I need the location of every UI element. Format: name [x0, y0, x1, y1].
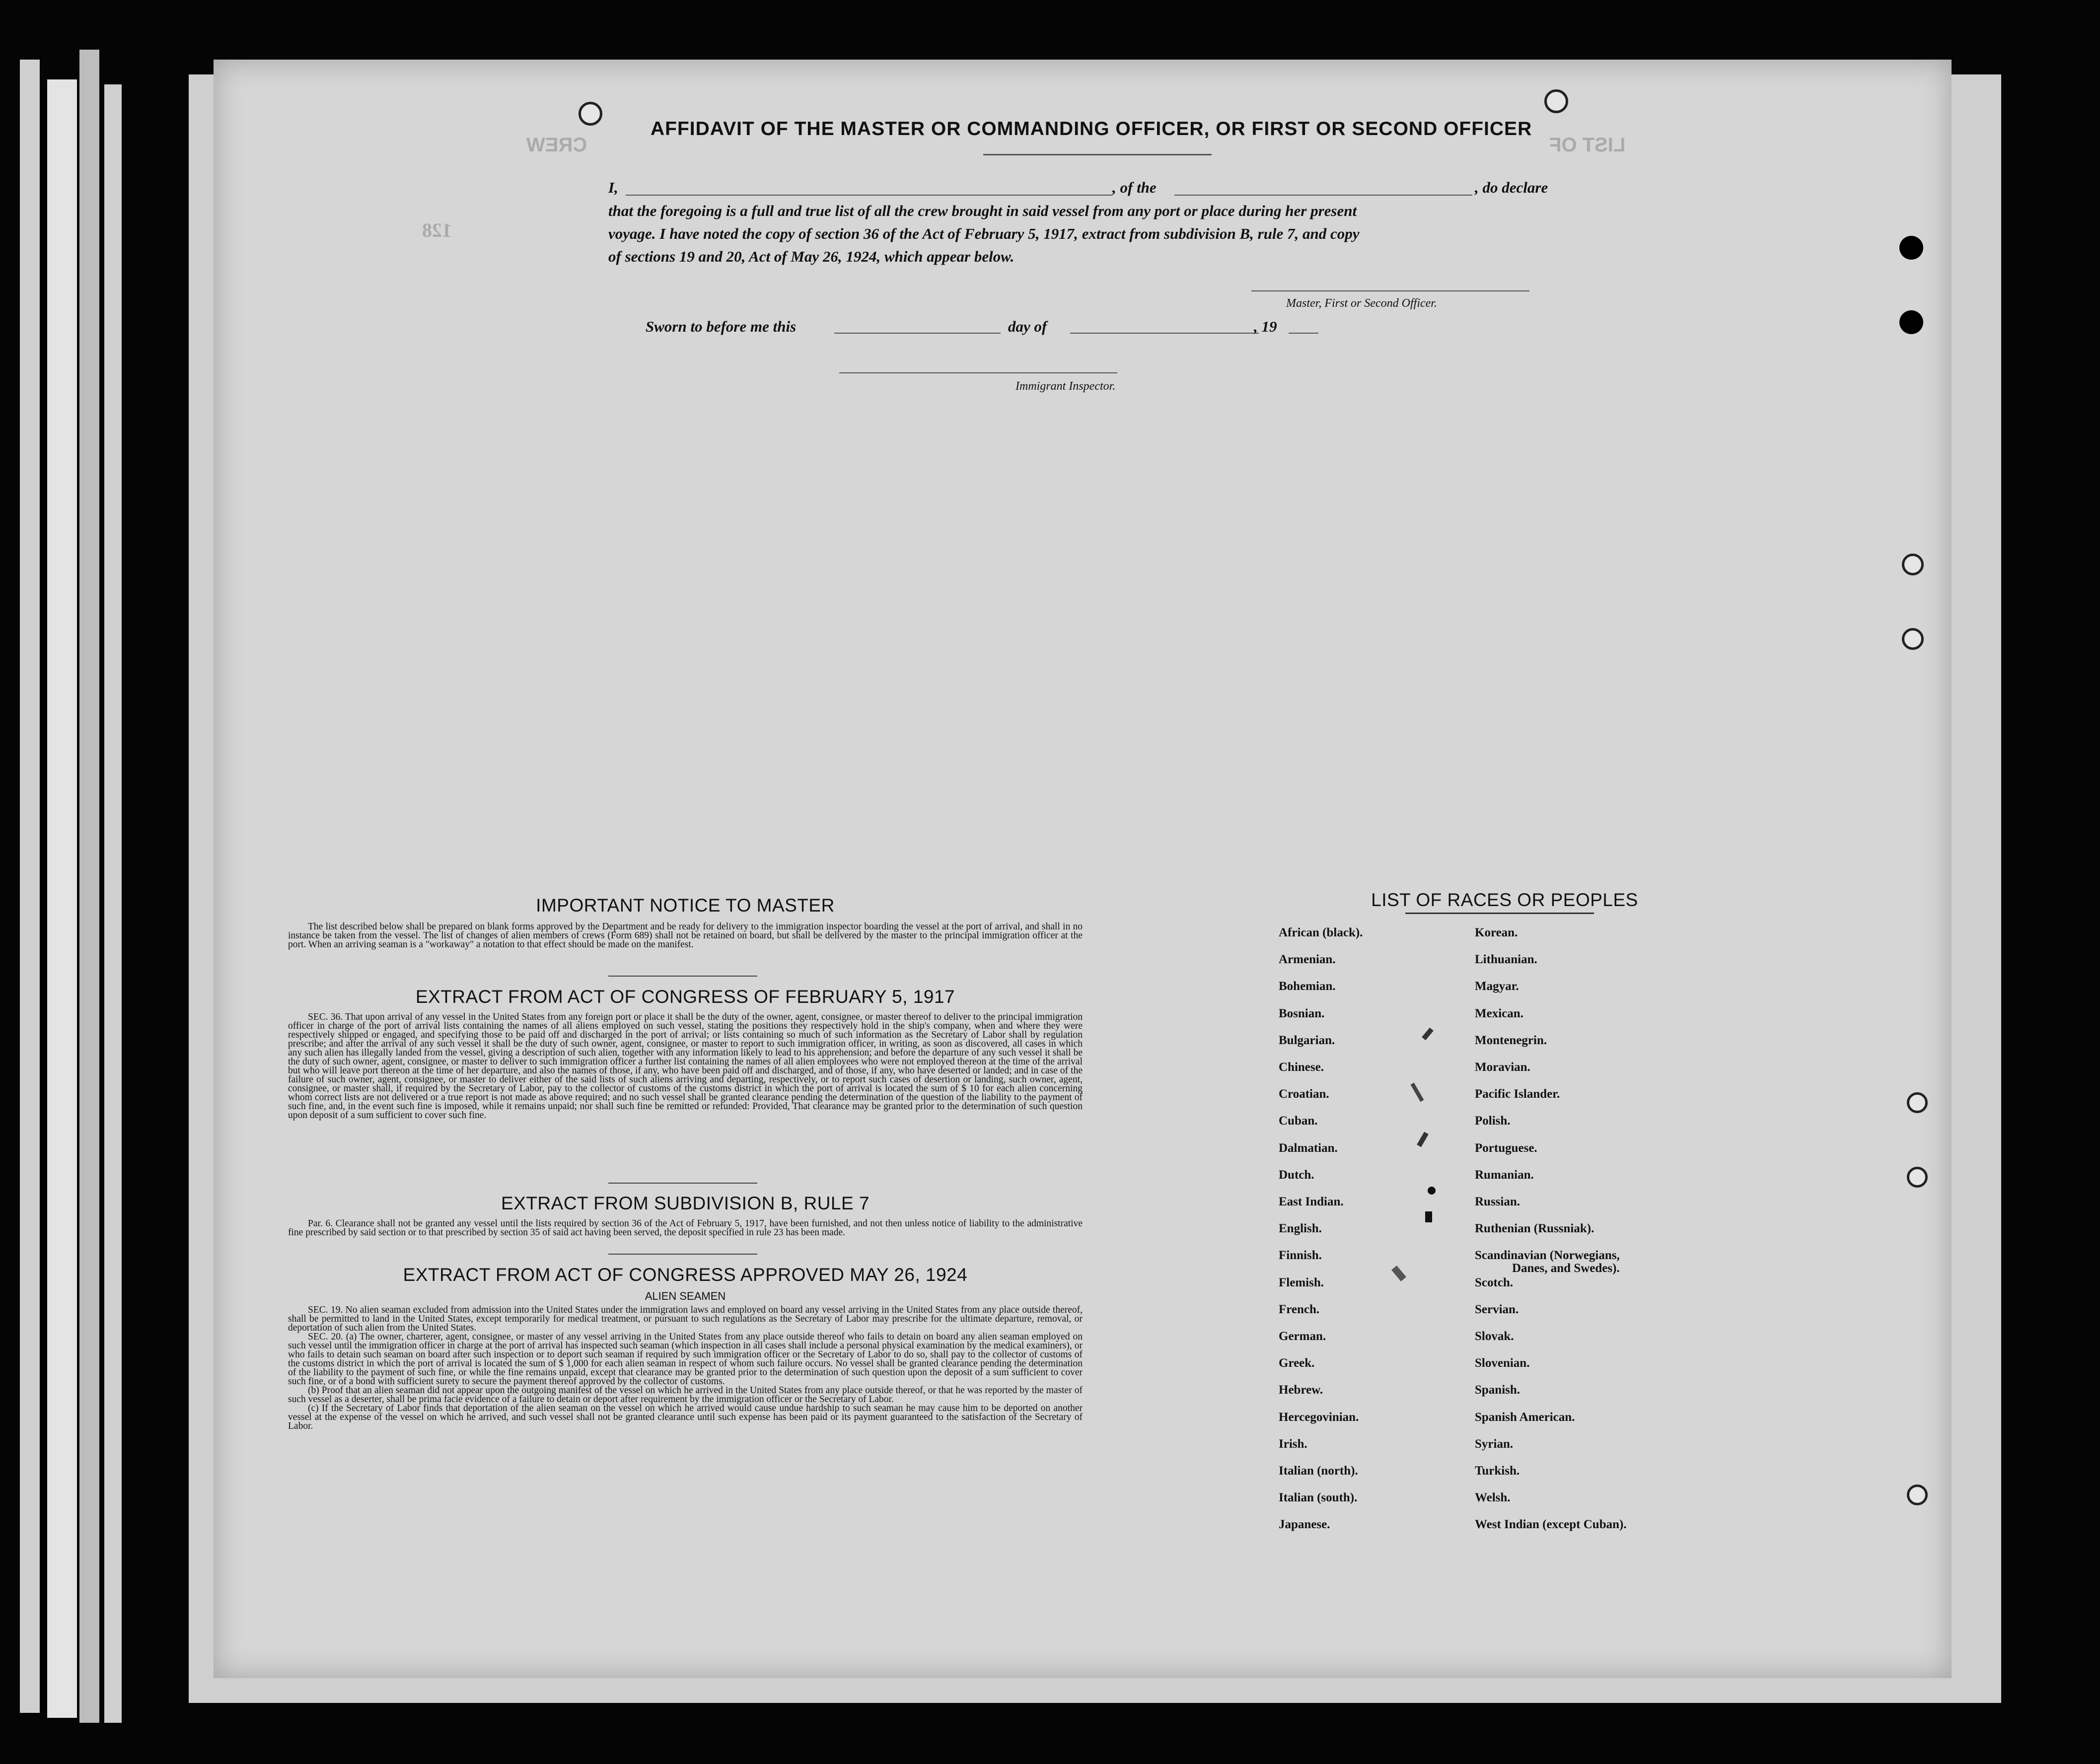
race-item: French. — [1279, 1302, 1320, 1316]
extract-1924-title: EXTRACT FROM ACT OF CONGRESS APPROVED MAY 26, 1924 — [403, 1265, 968, 1285]
race-item: Bohemian. — [1279, 980, 1336, 993]
master-signature-label: Master, First or Second Officer. — [1286, 297, 1437, 310]
race-item: African (black). — [1279, 926, 1363, 939]
race-item: Scotch. — [1475, 1275, 1514, 1289]
race-item: Hebrew. — [1279, 1383, 1323, 1397]
binder-strip — [104, 84, 122, 1723]
race-item: English. — [1279, 1222, 1322, 1236]
punch-hole — [1907, 1167, 1928, 1188]
name-blank-line — [626, 195, 1112, 196]
race-item: Servian. — [1475, 1302, 1519, 1316]
sworn-label: Sworn to before me this — [646, 318, 797, 335]
race-item: East Indian. — [1279, 1195, 1344, 1208]
race-item: Finnish. — [1279, 1249, 1322, 1263]
race-item: Spanish. — [1475, 1383, 1521, 1397]
race-item: Hercegovinian. — [1279, 1410, 1359, 1424]
race-item: Welsh. — [1475, 1491, 1511, 1505]
race-item: Portuguese. — [1475, 1141, 1537, 1155]
race-item: Dalmatian. — [1279, 1141, 1338, 1155]
race-item: Danes, and Swedes). — [1512, 1262, 1620, 1275]
notice-title: IMPORTANT NOTICE TO MASTER — [536, 895, 835, 916]
ink-smudge — [1422, 1028, 1434, 1041]
notice-text: The list described below shall be prepared on blank forms approved by the Department and be ready for delivery to the immigration inspector boarding the vessel at the port of arrival, and shall in no instance be taken from the vessel. The list of changes of alien members of crews (Form 689) shall not be retained on board, but shall be delivered by the master to the principal immigration officer at the port. When an arriving seaman is a "workaway" a notation to that effect should be made on the manifest. — [288, 921, 1083, 950]
race-item: Polish. — [1475, 1114, 1511, 1128]
punch-hole — [1907, 1092, 1928, 1113]
race-item: Spanish American. — [1475, 1410, 1575, 1424]
race-item: Irish. — [1279, 1437, 1307, 1451]
ink-smudge — [1425, 1211, 1432, 1222]
divider — [608, 1183, 757, 1184]
binder-strip — [20, 60, 40, 1713]
race-item: West Indian (except Cuban). — [1475, 1518, 1627, 1532]
race-item: Turkish. — [1475, 1464, 1520, 1478]
subdivision-b-text: Par. 6. Clearance shall not be granted any vessel until the lists required by section 36 of the Act of February 5, 1917, have been furnished, and not then unless notice of liability to the administrative fine prescribed by said section or to that prescribed by section 35 of said act having been served, the deposit specified in rule 23 has been made. — [288, 1218, 1083, 1238]
races-title-underline — [1405, 913, 1594, 914]
race-item: Russian. — [1475, 1195, 1521, 1208]
punch-hole — [1899, 310, 1923, 334]
race-item: Cuban. — [1279, 1114, 1318, 1128]
document-page — [214, 60, 1952, 1678]
divider — [608, 1254, 757, 1255]
race-item: Chinese. — [1279, 1060, 1324, 1074]
bleed-through-crew: CREW — [526, 134, 587, 156]
race-item: Slovenian. — [1475, 1356, 1530, 1370]
extract-1924-subtitle: ALIEN SEAMEN — [645, 1290, 726, 1302]
extract-1917-title: EXTRACT FROM ACT OF CONGRESS OF FEBRUARY 5, 1917 — [415, 987, 955, 1007]
race-item: Magyar. — [1475, 980, 1519, 993]
race-item: Moravian. — [1475, 1060, 1530, 1074]
day-blank-line — [834, 333, 1001, 334]
month-blank-line — [1070, 333, 1259, 334]
master-signature-line — [1251, 290, 1529, 291]
punch-hole — [1907, 1484, 1928, 1505]
affidavit-do-declare: , do declare — [1475, 179, 1548, 196]
punch-hole — [1544, 89, 1568, 113]
year-blank-line — [1289, 333, 1318, 334]
race-item: Bosnian. — [1279, 1006, 1325, 1020]
day-of-label: day of — [1008, 318, 1047, 335]
race-item: Syrian. — [1475, 1437, 1514, 1451]
affidavit-line3: voyage. I have noted the copy of section 36 of the Act of February 5, 1917, extract from subdivision B, rule 7, and copy — [608, 225, 1360, 242]
race-item: Bulgarian. — [1279, 1033, 1335, 1047]
race-item: Croatian. — [1279, 1087, 1329, 1101]
race-item: Rumanian. — [1475, 1168, 1534, 1182]
punch-hole — [1899, 236, 1923, 260]
races-title: LIST OF RACES OR PEOPLES — [1371, 890, 1638, 910]
race-item: Greek. — [1279, 1356, 1315, 1370]
ink-smudge — [1411, 1083, 1424, 1102]
extract-1924-text: SEC. 19. No alien seaman excluded from admission into the United States under the immigration laws and employed on board any vessel arriving in the United States from any place outside thereof, shall be permitted to land in the United States, except temporarily for medical treatment, or pursuant to such regulations as the Secretary of Labor may prescribe for the ultimate departure, removal, or deportation of such alien from the United States. SEC. 20. (a) The owner, charterer, agent, consignee, or master of any vessel arriving in the United States from any place outside thereof who fails to detain on board any alien seaman employed on such vessel until the immigration officer in charge at the port of arrival has inspected such seaman (which inspection in all cases shall include a personal physical examination by the medical examiners), or who fails to detain such seaman on board after such inspection or to deport such seaman if required by such immigration officer or the Secretary of Labor to do so, shall pay to the collector of customs of the customs district in which the port of arrival is located the sum of $ 1,000 for each alien seaman in respect of whom such failure occurs. No vessel shall be granted clearance pending the determination of the liability to the payment of such fine, or while the fine remains unpaid, except that clearance may be granted prior to the determination of such question upon the deposit of a sum sufficient to cover such fine, or of a bond with sufficient surety to secure the payment thereof approved by the collector of customs. (b) Proof that an alien seaman did not appear upon the outgoing manifest of the vessel on which he arrived in the United States from any place outside thereof, or that he was reported by the master of such vessel as a deserter, shall be prima facie evidence of a failure to detain or deport after requirement by the immigration officer or the Secretary of Labor. (c) If the Secretary of Labor finds that deportation of the alien seaman on the vessel on which he arrived would cause undue hardship to such seaman he may cause him to be deported on another vessel at the expense of the vessel on which he arrived, and such vessel shall not be granted clearance until such expense has been paid or its payment guaranteed to the satisfaction of the Secretary of Labor. — [288, 1305, 1083, 1431]
title-underline — [983, 154, 1212, 155]
ink-smudge — [1391, 1266, 1406, 1281]
affidavit-title: AFFIDAVIT OF THE MASTER OR COMMANDING OFFICER, OR FIRST OR SECOND OFFICER — [651, 118, 1532, 140]
race-item: Scandinavian (Norwegians, — [1475, 1249, 1620, 1263]
ink-smudge — [1417, 1132, 1429, 1147]
race-item: Slovak. — [1475, 1330, 1514, 1343]
race-item: Pacific Islander. — [1475, 1087, 1560, 1101]
extract-1917-text: SEC. 36. That upon arrival of any vessel in the United States from any foreign port or place it shall be the duty of the owner, agent, consignee, or master thereof to deliver to the principal immigration officer in charge of the port of arrival lists containing the names of all aliens employed on such vessel, stating the positions they respectively hold in the ship's company, when and where they were respectively shipped or engaged, and specifying those to be paid off and discharged in the port of arrival; or lists containing so much of such information as the Secretary of Labor shall by regulation prescribe; and after the arrival of any such vessel it shall be the duty of such owner, agent, consignee, or master to report to such immigration officer, in writing, as soon as discovered, all cases in which any such alien has illegally landed from the vessel, giving a description of such alien, together with any information likely to lead to his apprehension; and before the departure of any such vessel it shall be the duty of such owner, agent, consignee, or master to deliver to such immigration officer a further list containing the names of all alien employees who were not employed thereon at the time of the arrival but who will leave port thereon at the time of her departure, and also the names of those, if any, who have been paid off and discharged, and of those, if any, who have deserted or landed; and in case of the failure of such owner, agent, consignee, or master to deliver either of the said lists of such aliens arriving and departing, respectively, or to report such cases of desertion or landing, such owner, agent, consignee, or master shall, if required by the Secretary of Labor, pay to the collector of customs of the customs district in which the port of arrival is located the sum of $ 10 for each alien concerning whom correct lists are not delivered or a true report is not made as above required; and no such vessel shall be granted clearance pending the determination of the question of the liability to the payment of such fine, and, in the event such fine is imposed, while it remains unpaid; nor shall such fine be remitted or refunded: Provided, That clearance may be granted prior to the determination of such question upon deposit of a sum sufficient to cover such fine. — [288, 1012, 1083, 1121]
binder-strip — [47, 79, 77, 1718]
inspector-signature-label: Immigrant Inspector. — [1015, 380, 1116, 393]
punch-hole — [1902, 554, 1924, 575]
affidavit-of-the: , of the — [1112, 179, 1157, 196]
punch-hole — [579, 102, 602, 126]
ink-smudge — [1428, 1187, 1436, 1195]
race-item: Armenian. — [1279, 953, 1336, 967]
divider — [608, 976, 757, 977]
race-item: Dutch. — [1279, 1168, 1314, 1182]
race-item: Korean. — [1475, 926, 1518, 939]
punch-hole — [1902, 628, 1924, 650]
affidavit-line4: of sections 19 and 20, Act of May 26, 1924, which appear below. — [608, 248, 1014, 265]
race-item: Flemish. — [1279, 1275, 1324, 1289]
race-item: Italian (south). — [1279, 1491, 1358, 1505]
affidavit-line2: that the foregoing is a full and true list of all the crew brought in said vessel from any port or place during her present — [608, 202, 1357, 219]
race-item: Ruthenian (Russniak). — [1475, 1222, 1594, 1236]
race-item: Japanese. — [1279, 1518, 1330, 1532]
binder-strip — [79, 50, 99, 1723]
inspector-signature-line — [839, 372, 1117, 373]
vessel-blank-line — [1174, 195, 1472, 196]
race-item: Montenegrin. — [1475, 1033, 1547, 1047]
year-label: , 19 — [1254, 318, 1277, 335]
bleed-through-header: LIST OF — [1549, 134, 1626, 156]
subdivision-b-title: EXTRACT FROM SUBDIVISION B, RULE 7 — [501, 1193, 870, 1213]
affidavit-i-label: I, — [608, 179, 618, 196]
race-item: German. — [1279, 1330, 1326, 1343]
race-item: Italian (north). — [1279, 1464, 1358, 1478]
bleed-through-number: 128 — [422, 219, 452, 241]
race-item: Lithuanian. — [1475, 953, 1537, 967]
race-item: Mexican. — [1475, 1006, 1523, 1020]
